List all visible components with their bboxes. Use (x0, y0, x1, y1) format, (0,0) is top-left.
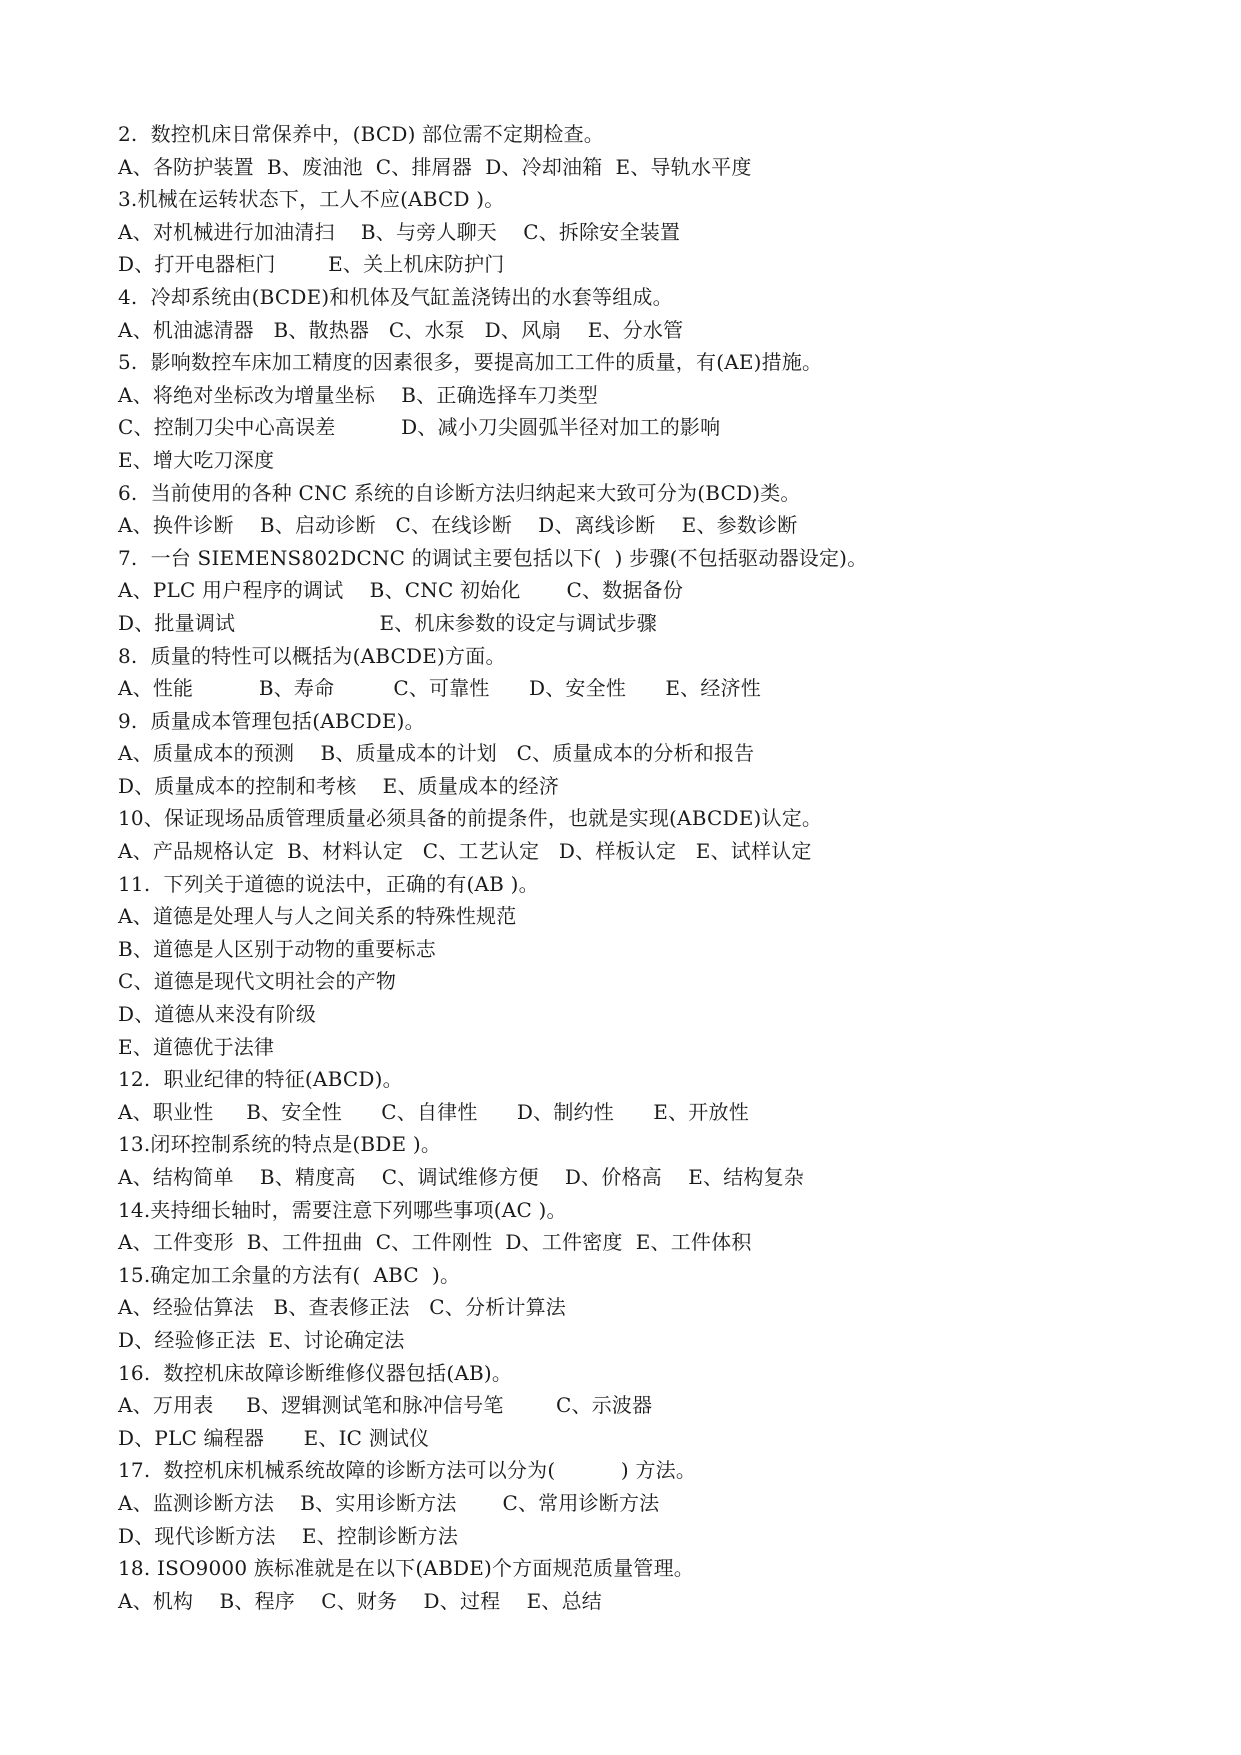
question-18-options: A、机构 B、程序 C、财务 D、过程 E、总结 (118, 1588, 602, 1613)
question-6-options: A、换件诊断 B、启动诊断 C、在线诊断 D、离线诊断 E、参数诊断 (118, 513, 798, 538)
question-6: 6. 当前使用的各种 CNC 系统的自诊断方法归纳起来大致可分为(BCD)类。 (118, 480, 801, 505)
question-16-options-1: A、万用表 B、逻辑测试笔和脉冲信号笔 C、示波器 (118, 1393, 653, 1418)
question-11-option-e: E、道德优于法律 (118, 1034, 275, 1059)
question-9-options-2: D、质量成本的控制和考核 E、质量成本的经济 (118, 773, 560, 798)
question-15-options-1: A、经验估算法 B、查表修正法 C、分析计算法 (118, 1295, 566, 1320)
question-5-options-3: E、增大吃刀深度 (118, 447, 275, 472)
question-11-option-b: B、道德是人区别于动物的重要标志 (118, 936, 436, 961)
question-14: 14.夹持细长轴时，需要注意下列哪些事项(AC )。 (118, 1197, 567, 1222)
question-13: 13.闭环控制系统的特点是(BDE )。 (118, 1132, 442, 1157)
question-11: 11. 下列关于道德的说法中，正确的有(AB )。 (118, 871, 539, 896)
question-18: 18. ISO9000 族标准就是在以下(ABDE)个方面规范质量管理。 (118, 1556, 694, 1581)
question-10: 10、保证现场品质管理质量必须具备的前提条件，也就是实现(ABCDE)认定。 (118, 806, 823, 831)
question-3-options-1: A、对机械进行加油清扫 B、与旁人聊天 C、拆除安全装置 (118, 219, 681, 244)
question-3: 3.机械在运转状态下，工人不应(ABCD )。 (118, 187, 505, 212)
question-9-options-1: A、质量成本的预测 B、质量成本的计划 C、质量成本的分析和报告 (118, 741, 755, 766)
question-7-options-2: D、批量调试 E、机床参数的设定与调试步骤 (118, 610, 657, 635)
question-17-options-1: A、监测诊断方法 B、实用诊断方法 C、常用诊断方法 (118, 1490, 660, 1515)
question-12-options: A、职业性 B、安全性 C、自律性 D、制约性 E、开放性 (118, 1099, 749, 1124)
question-11-option-d: D、道德从来没有阶级 (118, 1002, 317, 1027)
question-2-options: A、各防护装置 B、废油池 C、排屑器 D、冷却油箱 E、导轨水平度 (118, 154, 752, 179)
document-body (118, 118, 1158, 1617)
question-11-option-a: A、道德是处理人与人之间关系的特殊性规范 (118, 904, 517, 929)
question-9: 9. 质量成本管理包括(ABCDE)。 (118, 708, 425, 733)
question-14-options: A、工件变形 B、工件扭曲 C、工件刚性 D、工件密度 E、工件体积 (118, 1230, 752, 1255)
question-16-options-2: D、PLC 编程器 E、IC 测试仪 (118, 1425, 430, 1450)
question-8-options: A、性能 B、寿命 C、可靠性 D、安全性 E、经济性 (118, 676, 761, 701)
question-5-options-1: A、将绝对坐标改为增量坐标 B、正确选择车刀类型 (118, 382, 598, 407)
question-7-options-1: A、PLC 用户程序的调试 B、CNC 初始化 C、数据备份 (118, 578, 684, 603)
question-7: 7. 一台 SIEMENS802DCNC 的调试主要包括以下( ) 步骤(不包括驱动器设定)。 (118, 545, 868, 570)
question-10-options: A、产品规格认定 B、材料认定 C、工艺认定 D、样板认定 E、试样认定 (118, 839, 812, 864)
question-17-options-2: D、现代诊断方法 E、控制诊断方法 (118, 1523, 459, 1548)
question-11-option-c: C、道德是现代文明社会的产物 (118, 969, 397, 994)
question-15-options-2: D、经验修正法 E、讨论确定法 (118, 1327, 405, 1352)
question-4-options: A、机油滤清器 B、散热器 C、水泵 D、风扇 E、分水管 (118, 317, 684, 342)
question-13-options: A、结构简单 B、精度高 C、调试维修方便 D、价格高 E、结构复杂 (118, 1165, 804, 1189)
question-2: 2. 数控机床日常保养中，(BCD) 部位需不定期检查。 (118, 122, 604, 146)
question-15: 15.确定加工余量的方法有( ABC )。 (118, 1262, 461, 1287)
question-4: 4. 冷却系统由(BCDE)和机体及气缸盖浇铸出的水套等组成。 (118, 284, 673, 309)
question-3-options-2: D、打开电器柜门 E、关上机床防护门 (118, 252, 505, 277)
question-12: 12. 职业纪律的特征(ABCD)。 (118, 1067, 403, 1092)
question-16: 16. 数控机床故障诊断维修仪器包括(AB)。 (118, 1360, 513, 1385)
question-8: 8. 质量的特性可以概括为(ABCDE)方面。 (118, 643, 506, 668)
question-5: 5. 影响数控车床加工精度的因素很多，要提高加工工件的质量，有(AE)措施。 (118, 350, 823, 375)
question-5-options-2: C、控制刀尖中心高误差 D、减小刀尖圆弧半径对加工的影响 (118, 415, 721, 440)
question-17: 17. 数控机床机械系统故障的诊断方法可以分为( ) 方法。 (118, 1458, 697, 1483)
